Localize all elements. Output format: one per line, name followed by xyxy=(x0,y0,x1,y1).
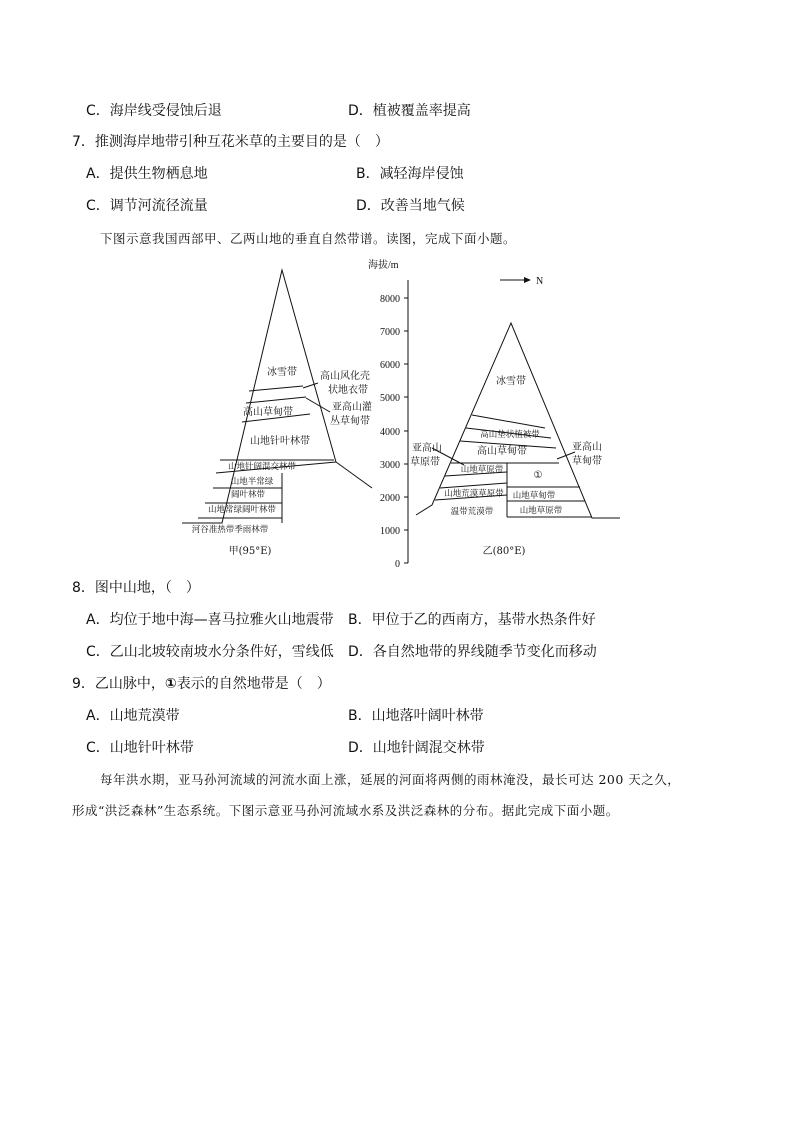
q9-stem xyxy=(72,674,331,694)
jia-zone-conifer: 山地针叶林带 xyxy=(250,436,310,447)
y-axis xyxy=(368,258,408,570)
jia-callout-subalpine-1: 亚高山灌 xyxy=(332,402,372,413)
jia-zone-evergreen: 山地常绿阔叶林带 xyxy=(207,505,277,515)
y-tick-0: 0 xyxy=(395,559,400,570)
y-tick-8000: 8000 xyxy=(380,294,400,305)
q7-option-d: D．改善当地气候 xyxy=(356,198,465,214)
jia-callout-subalpine-2: 丛草甸带 xyxy=(330,416,370,427)
yi-callout-subalpine-meadow-1: 亚高山 xyxy=(572,442,602,453)
amazon-intro-line-2: 形成“洪泛森林”生态系统。下图示意亚马孙河流域水系及洪泛森林的分布。据此完成下面小题。 xyxy=(72,803,619,818)
yi-caption: 乙(80°E) xyxy=(482,546,526,557)
q9-option-a: A．山地荒漠带 xyxy=(86,708,180,724)
jia-caption: 甲(95°E) xyxy=(228,546,272,557)
y-tick-4000: 4000 xyxy=(380,427,400,438)
y-tick-5000: 5000 xyxy=(380,393,400,404)
yi-callout-subalpine-steppe-2: 草原带 xyxy=(410,457,440,468)
q7-option-c: C．调节河流径流量 xyxy=(86,198,208,214)
north-arrow-icon xyxy=(500,276,543,287)
jia-zone-snow: 冰雪带 xyxy=(267,367,297,378)
jia-callout-weathered-1: 高山风化壳 xyxy=(320,371,370,382)
q7-option-b: B．减轻海岸侵蚀 xyxy=(356,166,464,182)
q6-option-c: C．海岸线受侵蚀后退 xyxy=(86,103,222,119)
jia-zone-alpine-meadow: 高山草甸带 xyxy=(243,407,293,418)
q8-option-c: C．乙山北坡较南坡水分条件好，雪线低 xyxy=(86,644,334,660)
q8-option-a: A．均位于地中海—喜马拉雅火山地震带 xyxy=(86,612,334,628)
yi-zone-alpine-meadow: 高山草甸带 xyxy=(477,446,527,457)
y-tick-2000: 2000 xyxy=(380,493,400,504)
q9-option-b: B．山地落叶阔叶林带 xyxy=(348,708,484,724)
q9-stem-marker: ① xyxy=(164,676,177,692)
mountain-jia-labels xyxy=(192,365,372,557)
figure-intro: 下图示意我国西部甲、乙两山地的垂直自然带谱。读图，完成下面小题。 xyxy=(100,231,517,246)
amazon-intro-line-1: 每年洪水期，亚马孙河流域的河流水面上涨，延展的河面将两侧的雨林淹没，最长可达 200 天之久， xyxy=(100,772,681,787)
yi-zone-mountain-steppe: 山地草原带 xyxy=(460,465,504,475)
yi-zone-steppe-right: 山地草原带 xyxy=(519,506,563,516)
y-tick-3000: 3000 xyxy=(380,460,400,471)
jia-callout-weathered-2: 状地衣带 xyxy=(328,385,368,396)
q9-option-d: D．山地针阔混交林带 xyxy=(348,740,485,756)
jia-zone-semi-evergreen-1: 山地半常绿 xyxy=(230,477,274,487)
y-tick-6000: 6000 xyxy=(380,360,400,371)
q9-option-c: C．山地针叶林带 xyxy=(86,740,194,756)
yi-zone-marker: ① xyxy=(533,470,543,481)
q8-option-d: D．各自然地带的界线随季节变化而移动 xyxy=(348,644,597,660)
mountain-yi-labels xyxy=(410,374,602,557)
yi-zone-meadow-right: 山地草甸带 xyxy=(512,491,556,501)
yi-callout-subalpine-meadow-2: 草甸带 xyxy=(572,456,602,467)
y-tick-1000: 1000 xyxy=(380,526,400,537)
north-label: N xyxy=(536,276,544,287)
y-axis-label: 海拔/m xyxy=(368,260,399,271)
q6-option-d: D．植被覆盖率提高 xyxy=(348,103,471,119)
yi-zone-temperate-desert: 温带荒漠带 xyxy=(450,507,494,517)
jia-zone-valley: 河谷准热带季雨林带 xyxy=(191,525,269,535)
yi-zone-cushion: 高山垫状植被带 xyxy=(480,430,540,440)
q8-stem: 8．图中山地，（ ） xyxy=(72,580,200,596)
q7-stem: 7．推测海岸地带引种互花米草的主要目的是（ ） xyxy=(72,134,389,150)
q7-option-a: A．提供生物栖息地 xyxy=(86,166,208,182)
yi-zone-snow: 冰雪带 xyxy=(496,376,526,387)
q9-stem-prefix: 9．乙山脉中， xyxy=(72,676,165,692)
jia-zone-mixed: 山地针阔混交林带 xyxy=(227,462,297,472)
yi-callout-subalpine-steppe-1: 亚高山 xyxy=(412,443,442,454)
mountain-jia xyxy=(182,270,372,523)
yi-zone-desert-steppe: 山地荒漠草原带 xyxy=(444,489,504,499)
jia-zone-semi-evergreen-2: 阔叶林带 xyxy=(230,490,266,500)
y-tick-7000: 7000 xyxy=(380,327,400,338)
q9-stem-suffix: 表示的自然地带是（ ） xyxy=(176,676,331,692)
q8-option-b: B．甲位于乙的西南方，基带水热条件好 xyxy=(348,612,596,628)
